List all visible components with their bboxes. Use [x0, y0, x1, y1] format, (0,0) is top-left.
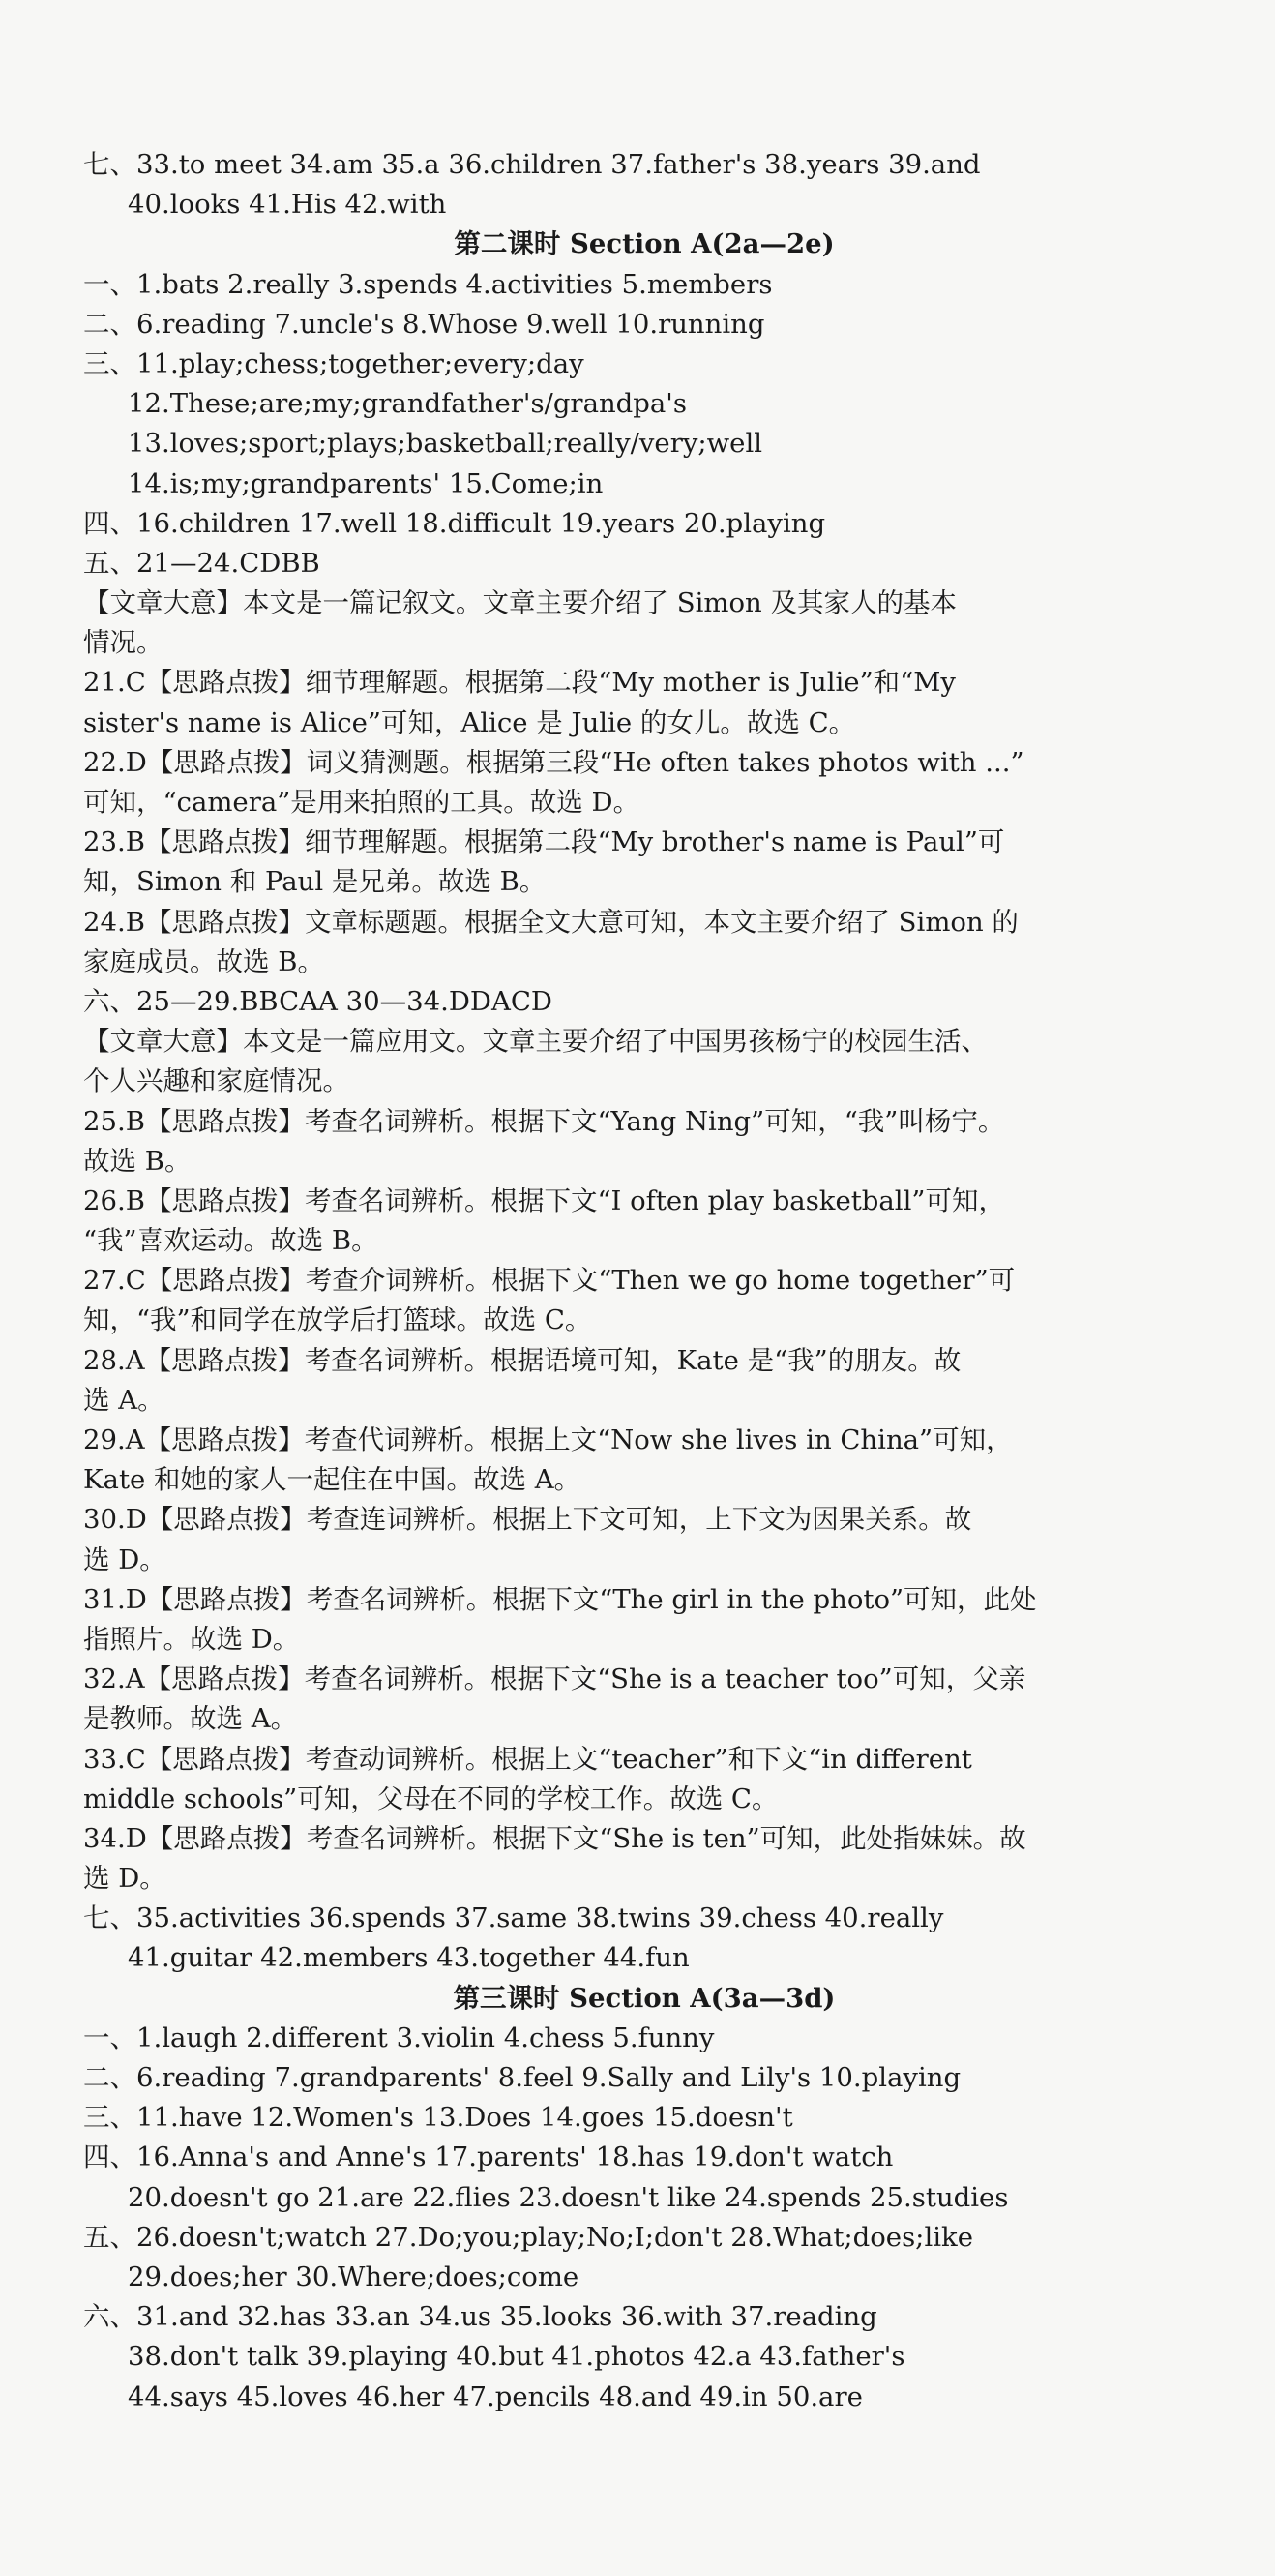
answer-line: 32.A【思路点拨】考查名词辨析。根据下文“She is a teacher too”可知，父亲: [83, 1663, 1026, 1695]
answer-line: 个人兴趣和家庭情况。: [83, 1065, 349, 1097]
answer-line: 44.says 45.loves 46.her 47.pencils 48.and 49.in 50.are: [128, 2381, 863, 2412]
answer-line: 【文章大意】本文是一篇应用文。文章主要介绍了中国男孩杨宁的校园生活、: [83, 1026, 988, 1058]
answer-line: 七、33.to meet 34.am 35.a 36.children 37.father's 38.years 39.and: [83, 149, 981, 180]
answer-line: 29.A【思路点拨】考查代词辨析。根据上文“Now she lives in China”可知，: [83, 1424, 1013, 1455]
answer-line: middle schools”可知，父母在不同的学校工作。故选 C。: [83, 1782, 779, 1814]
answer-line: 31.D【思路点拨】考查名词辨析。根据下文“The girl in the photo”可知，此处: [83, 1583, 1037, 1615]
answer-line: 一、1.bats 2.really 3.spends 4.activities 5.members: [83, 268, 773, 300]
answer-line: 三、11.play;chess;together;every;day: [83, 347, 584, 379]
answer-line: 12.These;are;my;grandfather's/grandpa's: [128, 388, 687, 420]
answer-line: 一、1.laugh 2.different 3.violin 4.chess 5.funny: [83, 2022, 715, 2053]
answer-line: 七、35.activities 36.spends 37.same 38.twins 39.chess 40.really: [83, 1902, 944, 1934]
answer-line: 四、16.Anna's and Anne's 17.parents' 18.has 19.don't watch: [83, 2142, 894, 2173]
answer-line: 29.does;her 30.Where;does;come: [128, 2261, 579, 2292]
answer-line: 28.A【思路点拨】考查名词辨析。根据语境可知，Kate 是“我”的朋友。故: [83, 1344, 962, 1376]
answer-line: 40.looks 41.His 42.with: [128, 189, 447, 221]
section-title: 第三课时 Section A(3a—3d): [453, 1982, 836, 2014]
answer-line: 30.D【思路点拨】考查连词辨析。根据上下文可知，上下文为因果关系。故: [83, 1504, 972, 1536]
answer-line: “我”喜欢运动。故选 B。: [83, 1225, 378, 1257]
answer-line: 22.D【思路点拨】词义猜测题。根据第三段“He often takes photos with ...”: [83, 746, 1024, 778]
answer-line: 23.B【思路点拨】细节理解题。根据第二段“My brother's name is Paul”可: [83, 826, 1005, 858]
answer-line: 知，“我”和同学在放学后打篮球。故选 C。: [83, 1304, 592, 1336]
answer-line: 选 A。: [83, 1384, 164, 1416]
answer-line: 24.B【思路点拨】文章标题题。根据全文大意可知，本文主要介绍了 Simon 的: [83, 906, 1019, 938]
answer-key-page: [83, 145, 1147, 2417]
answer-line: 三、11.have 12.Women's 13.Does 14.goes 15.doesn't: [83, 2102, 793, 2134]
answer-line: 13.loves;sport;plays;basketball;really/very;well: [128, 428, 763, 460]
answer-line: 选 D。: [83, 1863, 166, 1895]
answer-line: 26.B【思路点拨】考查名词辨析。根据下文“I often play basketball”可知，: [83, 1184, 1005, 1216]
answer-line: 41.guitar 42.members 43.together 44.fun: [128, 1942, 690, 1974]
answer-line: 25.B【思路点拨】考查名词辨析。根据下文“Yang Ning”可知，“我”叫杨宁。: [83, 1105, 1005, 1137]
answer-line: 四、16.children 17.well 18.difficult 19.years 20.playing: [83, 507, 826, 539]
answer-line: 【文章大意】本文是一篇记叙文。文章主要介绍了 Simon 及其家人的基本: [83, 587, 957, 619]
answer-line: 34.D【思路点拨】考查名词辨析。根据下文“She is ten”可知，此处指妹妹。故: [83, 1822, 1026, 1854]
answer-line: 14.is;my;grandparents' 15.Come;in: [128, 467, 604, 499]
answer-line: 可知，“camera”是用来拍照的工具。故选 D。: [83, 787, 640, 818]
answer-line: 六、31.and 32.has 33.an 34.us 35.looks 36.with 37.reading: [83, 2301, 877, 2333]
answer-line: 20.doesn't go 21.are 22.flies 23.doesn't like 24.spends 25.studies: [128, 2181, 1009, 2213]
answer-line: 选 D。: [83, 1543, 166, 1575]
answer-line: sister's name is Alice”可知，Alice 是 Julie 的女儿。故选 C。: [83, 706, 856, 738]
answer-line: 33.C【思路点拨】考查动词辨析。根据上文“teacher”和下文“in different: [83, 1743, 972, 1775]
answer-line: 27.C【思路点拨】考查介词辨析。根据下文“Then we go home together”可: [83, 1265, 1016, 1297]
answer-line: 故选 B。: [83, 1145, 192, 1177]
answer-line: 六、25—29.BBCAA 30—34.DDACD: [83, 985, 552, 1017]
answer-line: Kate 和她的家人一起住在中国。故选 A。: [83, 1464, 581, 1496]
answer-line: 家庭成员。故选 B。: [83, 945, 324, 977]
answer-line: 指照片。故选 D。: [83, 1623, 300, 1655]
answer-line: 五、26.doesn't;watch 27.Do;you;play;No;I;don't 28.What;does;like: [83, 2221, 973, 2253]
answer-line: 21.C【思路点拨】细节理解题。根据第二段“My mother is Julie”和“My: [83, 667, 956, 699]
answer-line: 情况。: [83, 627, 163, 659]
answer-line: 38.don't talk 39.playing 40.but 41.photos 42.a 43.father's: [128, 2341, 905, 2373]
section-title: 第二课时 Section A(2a—2e): [454, 228, 835, 260]
answer-line: 知，Simon 和 Paul 是兄弟。故选 B。: [83, 866, 547, 898]
answer-line: 二、6.reading 7.grandparents' 8.feel 9.Sally and Lily's 10.playing: [83, 2062, 962, 2093]
answer-line: 是教师。故选 A。: [83, 1703, 298, 1735]
answer-line: 五、21—24.CDBB: [83, 547, 320, 579]
answer-line: 二、6.reading 7.uncle's 8.Whose 9.well 10.running: [83, 308, 765, 340]
